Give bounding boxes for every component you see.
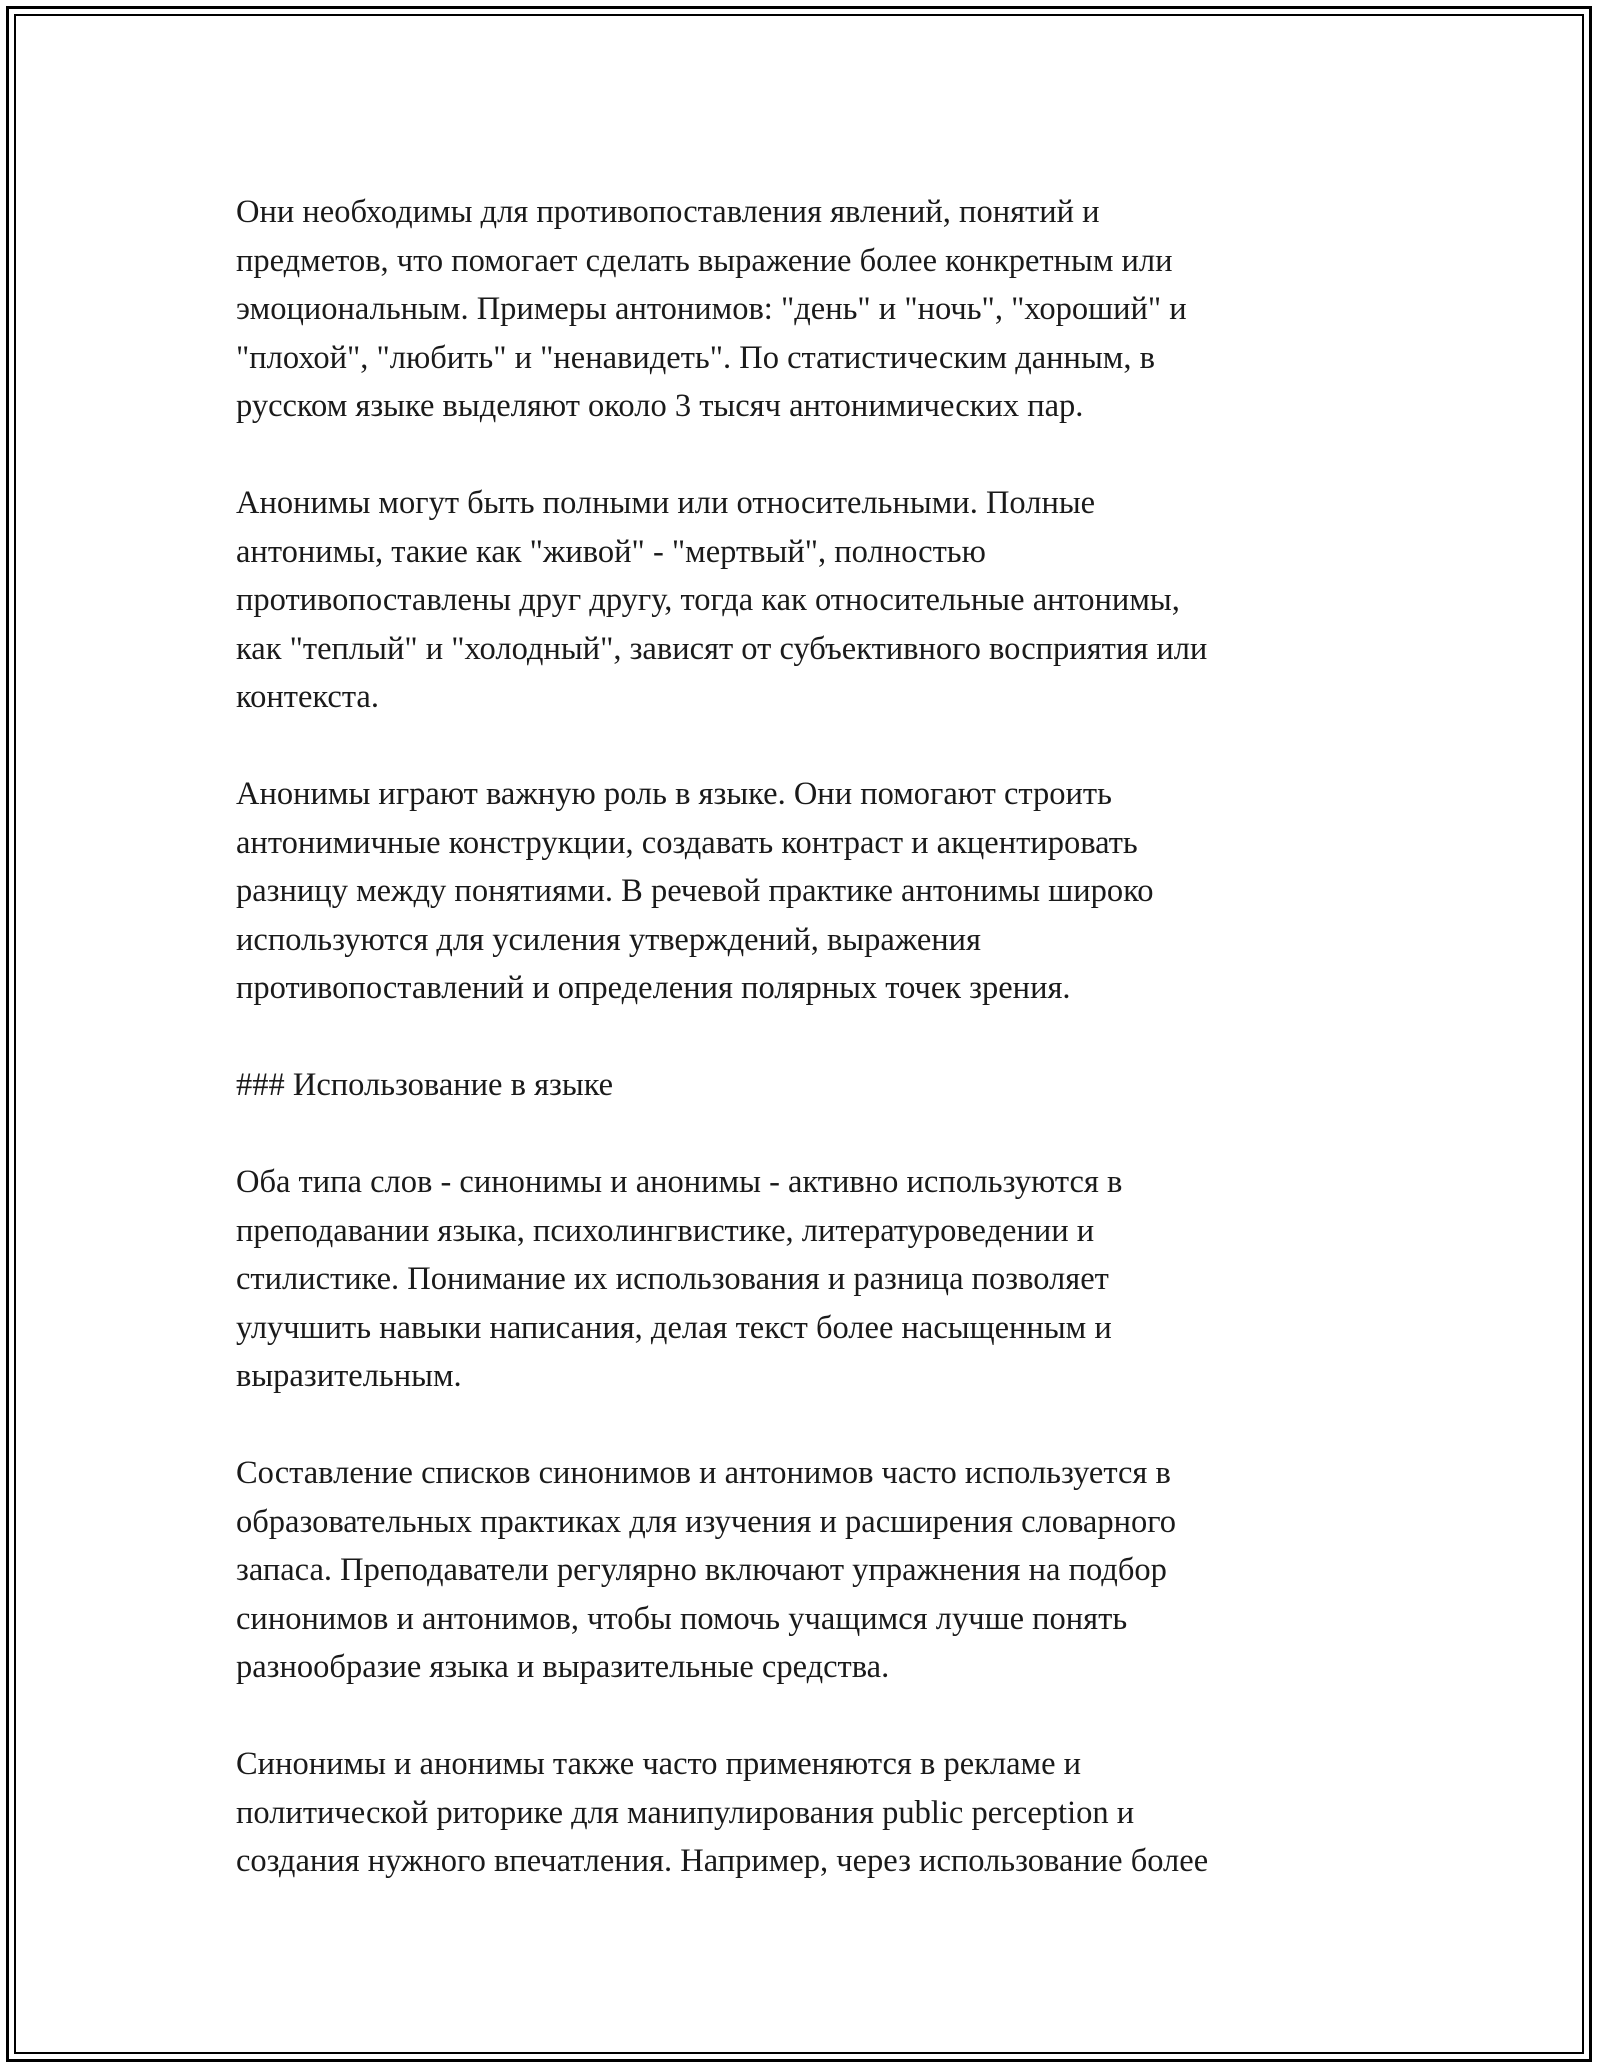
paragraph-antonyms-purpose: Они необходимы для противопоставления явлений, понятий и предметов, что помогает сделать выражение более конкретным или эмоциональным. Примеры антонимов: "день" и "ночь", "хороший" и "плохой", "любить" и "ненавидеть". По статистическим данным, в русском языке выделяют около 3 тысяч антонимических пар.: [236, 194, 1187, 424]
paragraph-usage-advertising: Синонимы и анонимы также часто применяются в рекламе и политической риторике для манипулирования public perception и создания нужного впечатления. Например, через использование более: [236, 1746, 1209, 1879]
paragraph-antonym-types: Анонимы могут быть полными или относительными. Полные антонимы, такие как "живой" - "мертвый", полностью противопоставлены друг другу, тогда как относительные антонимы, как "теплый" и "холодный", зависят от субъективного восприятия или контекста.: [236, 485, 1208, 715]
paragraph-usage-lists: Составление списков синонимов и антонимов часто используется в образовательных практиках для изучения и расширения словарного запаса. Преподаватели регулярно включают упражнения на подбор синонимов и антонимов, чтобы помочь учащимся лучше понять разнообразие языка и выразительные средства.: [236, 1455, 1176, 1685]
document-body: [236, 188, 1366, 1886]
paragraph-antonym-role: Анонимы играют важную роль в языке. Они помогают строить антонимичные конструкции, создавать контраст и акцентировать разницу между понятиями. В речевой практике антонимы широко используются для усиления утверждений, выражения противопоставлений и определения полярных точек зрения.: [236, 776, 1154, 1006]
section-heading-usage: ### Использование в языке: [236, 1067, 614, 1103]
paragraph-usage-teaching: Оба типа слов - синонимы и анонимы - активно используются в преподавании языка, психолингвистике, литературоведении и стилистике. Понимание их использования и разница позволяет улучшить навыки написания, делая текст более насыщенным и выразительным.: [236, 1164, 1123, 1394]
